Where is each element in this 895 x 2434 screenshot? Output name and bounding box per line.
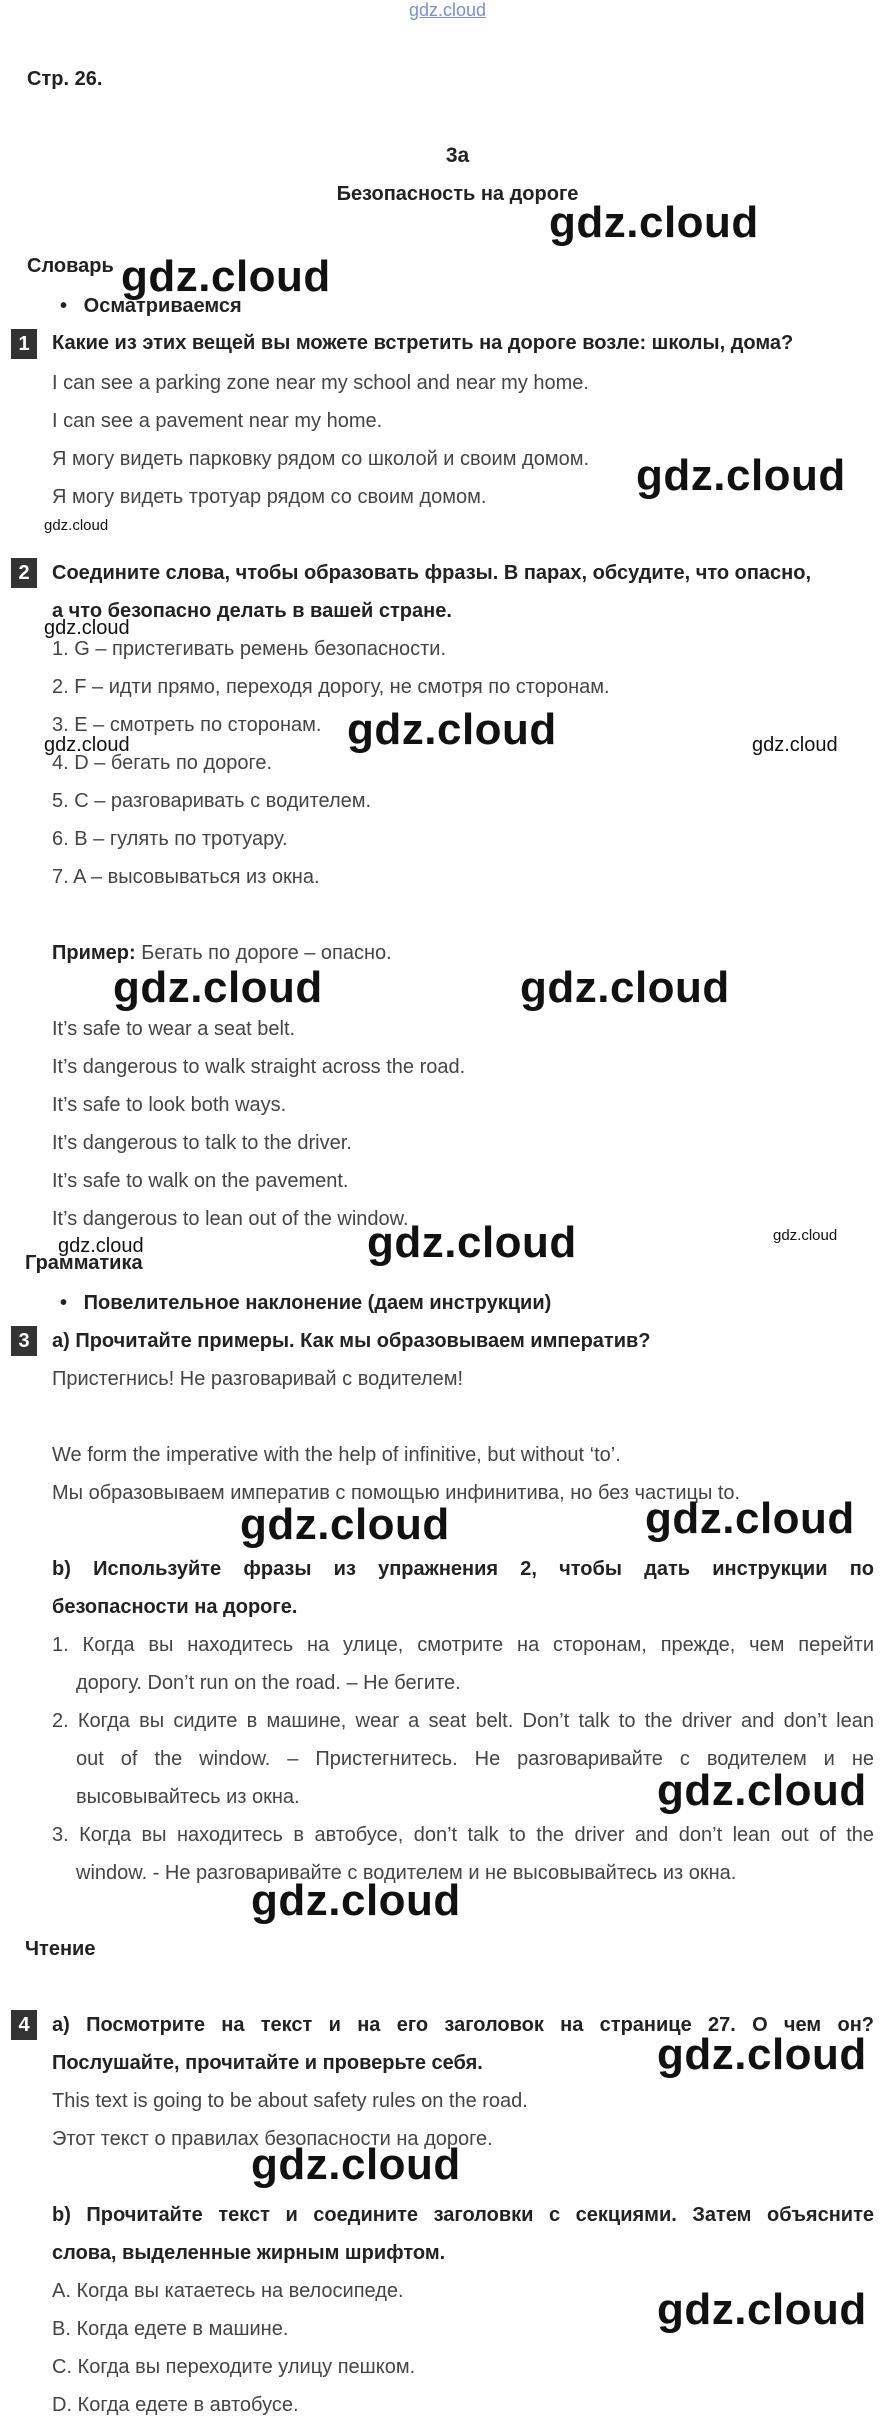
bullet-dot: • bbox=[60, 1292, 84, 1314]
watermark: gdz.cloud bbox=[520, 963, 730, 1012]
watermark: gdz.cloud bbox=[44, 734, 130, 756]
exercise-3b-item: 1. Когда вы находитесь на улице, смотрите на сторонам, прежде, чем перейти bbox=[52, 1634, 874, 1656]
watermark: gdz.cloud bbox=[113, 963, 323, 1012]
exercise-3b-item: 2. Когда вы сидите в машине, wear a seat belt. Don’t talk to the driver and don’t lean bbox=[52, 1710, 874, 1732]
exercise-2-item: 6. B – гулять по тротуару. bbox=[52, 828, 288, 850]
exercise-4b-option: B. Когда едете в машине. bbox=[52, 2318, 289, 2340]
watermark: gdz.cloud bbox=[636, 451, 846, 500]
watermark: gdz.cloud bbox=[367, 1218, 577, 1267]
reading-heading: Чтение bbox=[25, 1938, 96, 1960]
exercise-3b-item: дорогу. Don’t run on the road. – Не бегите. bbox=[76, 1672, 461, 1694]
exercise-2-sentence: It’s safe to walk on the pavement. bbox=[52, 1170, 349, 1192]
exercise-2-sentence: It’s dangerous to talk to the driver. bbox=[52, 1132, 352, 1154]
exercise-4b-question: слова, выделенные жирным шрифтом. bbox=[52, 2242, 446, 2264]
exercise-3b-item: window. - Не разговаривайте с водителем и не высовывайтесь из окна. bbox=[76, 1862, 737, 1884]
watermark: gdz.cloud bbox=[657, 1766, 867, 1815]
watermark: gdz.cloud bbox=[44, 517, 109, 534]
exercise-2-sentence: It’s dangerous to lean out of the window. bbox=[52, 1208, 409, 1230]
exercise-4b-option: A. Когда вы катаетесь на велосипеде. bbox=[52, 2280, 404, 2302]
example-label: Пример: bbox=[52, 942, 136, 964]
exercise-1-line: Я могу видеть тротуар рядом со своим домом. bbox=[52, 486, 487, 508]
watermark: gdz.cloud bbox=[549, 198, 759, 247]
exercise-1-line: I can see a parking zone near my school and near my home. bbox=[52, 372, 589, 394]
watermark: gdz.cloud bbox=[251, 1876, 461, 1925]
exercise-3b-question: безопасности на дороге. bbox=[52, 1596, 298, 1618]
watermark: gdz.cloud bbox=[44, 617, 130, 639]
exercise-3b-item: высовывайтесь из окна. bbox=[76, 1786, 300, 1808]
watermark: gdz.cloud bbox=[121, 252, 331, 301]
watermark: gdz.cloud bbox=[240, 1500, 450, 1549]
exercise-3a-example: Пристегнись! Не разговаривай с водителем! bbox=[52, 1368, 464, 1390]
top-watermark-link[interactable]: gdz.cloud bbox=[408, 0, 487, 20]
exercise-4a-answer: Этот текст о правилах безопасности на дороге. bbox=[52, 2128, 493, 2150]
watermark: gdz.cloud bbox=[645, 1494, 855, 1543]
watermark: gdz.cloud bbox=[752, 734, 838, 756]
exercise-1-line: I can see a pavement near my home. bbox=[52, 410, 383, 432]
exercise-4a-question: Послушайте, прочитайте и проверьте себя. bbox=[52, 2052, 483, 2074]
exercise-4b-question: b) Прочитайте текст и соедините заголовки с секциями. Затем объясните bbox=[52, 2204, 874, 2226]
exercise-2-sentence: It’s safe to wear a seat belt. bbox=[52, 1018, 296, 1040]
exercise-3a-answer: We form the imperative with the help of infinitive, but without ‘to’. bbox=[52, 1444, 621, 1466]
exercise-4a-answer: This text is going to be about safety rules on the road. bbox=[52, 2090, 528, 2112]
exercise-2-item: 3. E – смотреть по сторонам. bbox=[52, 714, 322, 736]
exercise-4b-option: C. Когда вы переходите улицу пешком. bbox=[52, 2356, 416, 2378]
watermark: gdz.cloud bbox=[657, 2285, 867, 2334]
exercise-2-sentence: It’s safe to look both ways. bbox=[52, 1094, 287, 1116]
vocab-bullet-label: Осматриваемся bbox=[83, 295, 242, 317]
exercise-3a-question: a) Прочитайте примеры. Как мы образовываем императив? bbox=[52, 1330, 651, 1352]
exercise-1-line: Я могу видеть парковку рядом со школой и своим домом. bbox=[52, 448, 590, 470]
exercise-2-question: Соедините слова, чтобы образовать фразы. В парах, обсудите, что опасно, bbox=[52, 562, 812, 584]
exercise-2-item: 5. C – разговаривать с водителем. bbox=[52, 790, 372, 812]
exercise-2-item: 4. D – бегать по дороге. bbox=[52, 752, 273, 774]
exercise-3a-answer: Мы образовываем императив с помощью инфинитива, но без частицы to. bbox=[52, 1482, 741, 1504]
watermark: gdz.cloud bbox=[347, 705, 557, 754]
watermark: gdz.cloud bbox=[58, 1235, 144, 1257]
exercise-4b-option: D. Когда едете в автобусе. bbox=[52, 2394, 299, 2416]
grammar-bullet-label: Повелительное наклонение (даем инструкции) bbox=[83, 1292, 552, 1314]
exercise-3b-item: 3. Когда вы находитесь в автобусе, don’t talk to the driver and don’t lean out of the bbox=[52, 1824, 874, 1846]
exercise-number-3: 3 bbox=[11, 1326, 37, 1356]
exercise-2-sentence: It’s dangerous to walk straight across the road. bbox=[52, 1056, 466, 1078]
unit-title: Безопасность на дороге bbox=[336, 183, 579, 205]
exercise-number-4: 4 bbox=[11, 2010, 37, 2040]
grammar-bullet bbox=[60, 1292, 551, 1315]
watermark: gdz.cloud bbox=[251, 2140, 461, 2189]
exercise-1-question: Какие из этих вещей вы можете встретить на дороге возле: школы, дома? bbox=[52, 332, 794, 354]
exercise-4a-question: a) Посмотрите на текст и на его заголовок на странице 27. О чем он? bbox=[52, 2014, 874, 2036]
exercise-number-2: 2 bbox=[11, 558, 37, 588]
exercise-3b-item: out of the window. – Пристегнитесь. Не разговаривайте с водителем и не bbox=[76, 1748, 874, 1770]
exercise-number-1: 1 bbox=[11, 329, 37, 359]
exercise-2-item: 7. A – высовываться из окна. bbox=[52, 866, 320, 888]
watermark: gdz.cloud bbox=[657, 2030, 867, 2079]
exercise-3b-question: b) Используйте фразы из упражнения 2, чтобы дать инструкции по bbox=[52, 1558, 874, 1580]
grammar-heading: Грамматика bbox=[25, 1252, 143, 1274]
watermark: gdz.cloud bbox=[773, 1227, 838, 1244]
exercise-2-question: а что безопасно делать в вашей стране. bbox=[52, 600, 452, 622]
bullet-dot: • bbox=[60, 295, 84, 317]
unit-number: 3a bbox=[445, 144, 470, 167]
example-text: Бегать по дороге – опасно. bbox=[135, 942, 392, 964]
exercise-2-example bbox=[52, 942, 392, 965]
exercise-2-item: 2. F – идти прямо, переходя дорогу, не смотря по сторонам. bbox=[52, 676, 610, 698]
page-label: Стр. 26. bbox=[27, 68, 103, 90]
exercise-2-item: 1. G – пристегивать ремень безопасности. bbox=[52, 638, 447, 660]
vocab-heading: Словарь bbox=[27, 255, 114, 277]
